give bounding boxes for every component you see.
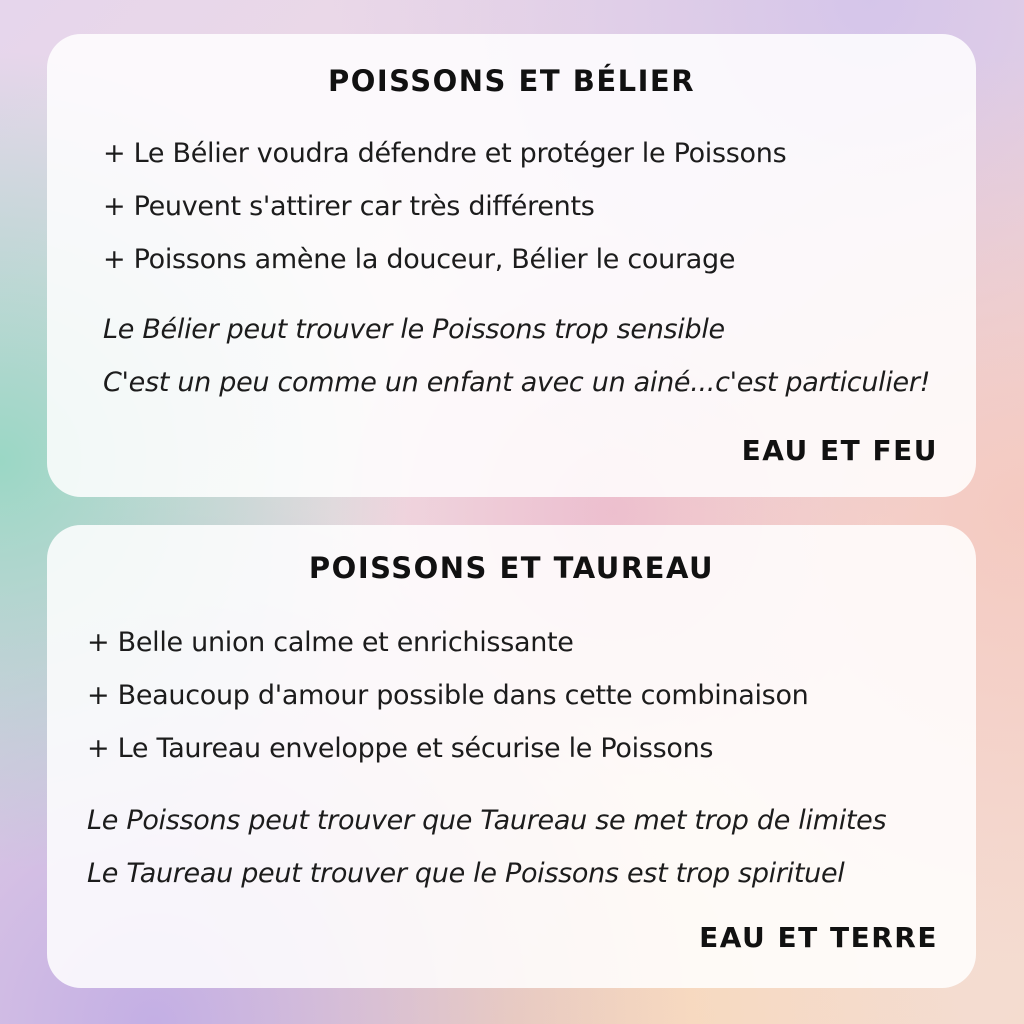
con-item: Le Poissons peut trouver que Taureau se met trop de limites [87, 805, 887, 836]
pro-item: + Peuvent s'attirer car très différents [103, 191, 595, 222]
pro-item: + Belle union calme et enrichissante [87, 627, 574, 658]
element-label: EAU ET FEU [741, 434, 938, 467]
pro-item: + Le Taureau enveloppe et sécurise le Poissons [87, 733, 714, 764]
con-item: Le Taureau peut trouver que le Poissons est trop spirituel [87, 858, 845, 889]
card-title: POISSONS ET BÉLIER [327, 64, 696, 98]
element-label: EAU ET TERRE [699, 921, 938, 954]
pro-item: + Beaucoup d'amour possible dans cette combinaison [87, 680, 809, 711]
compatibility-card-belier [47, 34, 976, 497]
card-title: POISSONS ET TAUREAU [308, 551, 715, 585]
pro-item: + Le Bélier voudra défendre et protéger le Poissons [103, 138, 787, 169]
compatibility-card-taureau [47, 525, 976, 988]
pro-item: + Poissons amène la douceur, Bélier le courage [103, 244, 736, 275]
con-item: Le Bélier peut trouver le Poissons trop sensible [103, 314, 725, 345]
con-item: C'est un peu comme un enfant avec un ainé...c'est particulier! [103, 367, 931, 398]
